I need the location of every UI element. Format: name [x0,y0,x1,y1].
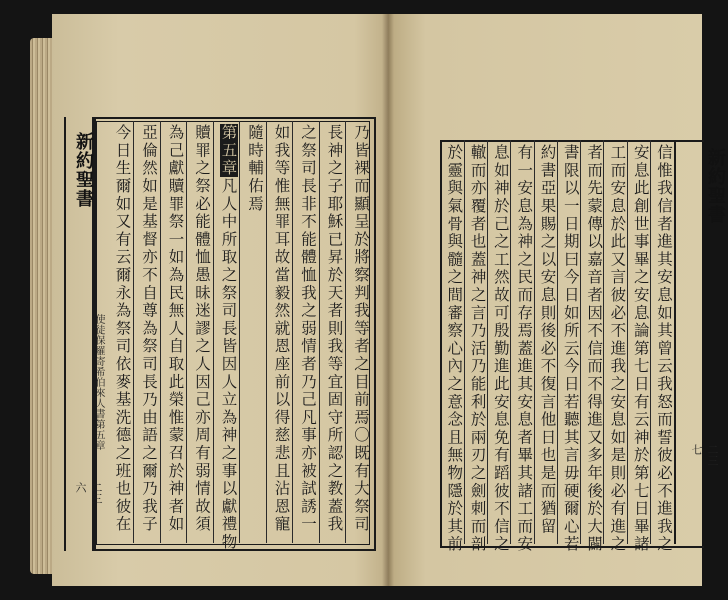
column-rule [464,140,465,544]
right-page-column: 有一安息為神之民而存焉蓋進其安息者畢其諸工而安 [515,144,534,554]
column-rule [292,121,293,543]
column-rule [603,140,604,544]
column-rule [580,140,581,544]
column-rule [534,140,535,544]
column-rule [239,121,240,543]
chapter-marker: 第五章 [219,124,238,178]
right-page-column: 工而安息於此又言彼必不進我之安息如是則必有進之 [608,144,627,554]
right-page-column: 信惟我信者進其安息如其曾云我怒而誓彼必不進我之 [655,144,673,554]
column-rule [650,140,651,544]
column-rule [266,121,267,543]
column-rule [160,121,161,543]
right-running-title: 新約聖書 [705,148,726,224]
right-page-column: 約書亞果賜之以安息則後必不復言他日也是而猶留 [538,144,557,536]
right-page-column: 安息此創世事畢之安息論第七日有云神於第七日畢諸 [631,144,650,554]
left-running-title: 新約聖書 [73,132,94,208]
right-page-column: 者而先蒙傳以嘉音者因不信而不得進又多年後於大闢 [585,144,604,554]
column-rule [133,121,134,543]
left-page-column: 隨時輔佑焉 [246,124,264,213]
column-rule [319,121,320,543]
right-margin-column [674,140,704,544]
left-page-column: 乃皆裸而顯呈於將察判我等者之目前焉〇既有大祭司 [352,124,370,534]
right-page-column: 息如神於己之工然故可殷勤進此安息免有蹈彼不信之 [491,144,510,554]
left-page-column: 如我等惟無罪耳故當毅然就恩座前以得慈悲且沾恩寵 [272,124,291,534]
column-rule [186,121,187,543]
left-page-column: 長神之子耶穌已昇於天者則我等宜固守所認之教蓋我 [325,124,344,534]
book-spine [382,14,394,586]
right-page-number: 二三七 [690,444,719,466]
column-rule [557,140,558,544]
left-page-column [218,124,238,552]
open-book [30,14,726,586]
column-text: 凡人中所取之祭司長皆因人立為神之事以獻禮物 [219,177,238,552]
right-page-column: 於靈與氣骨與髓之間審察心內之意念且無物隱於其前 [445,144,464,554]
column-rule [345,121,346,543]
left-running-subtitle: 使徒保羅寄希伯來人書第五章 [93,314,104,451]
right-page-column: 轍而亦覆者也蓋神之言乃活乃能利於兩刃之劍刺而剖 [468,144,487,554]
right-page-column: 書限以一日期曰今日如所云今日若聽其言毋硬爾心若 [561,144,580,554]
left-page-column: 之祭司長非不能體恤我之弱情者乃己凡事亦被試誘一 [299,124,317,534]
left-page-column: 亞倫然如是基督亦不自尊為祭司長乃由語之爾乃我子 [140,124,158,534]
column-rule [627,140,628,544]
left-page-column: 今日生爾如又有云爾永為祭司依麥基洗德之班也彼在 [113,124,132,534]
column-rule [510,140,511,544]
left-page-column: 為己獻贖罪祭一如為民無人自取此榮惟蒙召於神者如 [166,124,185,534]
page-edges [30,38,54,574]
column-rule [213,121,214,543]
column-rule [487,140,488,544]
left-page-number: 二三六 [74,482,103,504]
left-page-column: 贖罪之祭必能體恤愚昧迷謬之人因己亦周有弱情故須 [193,124,211,534]
